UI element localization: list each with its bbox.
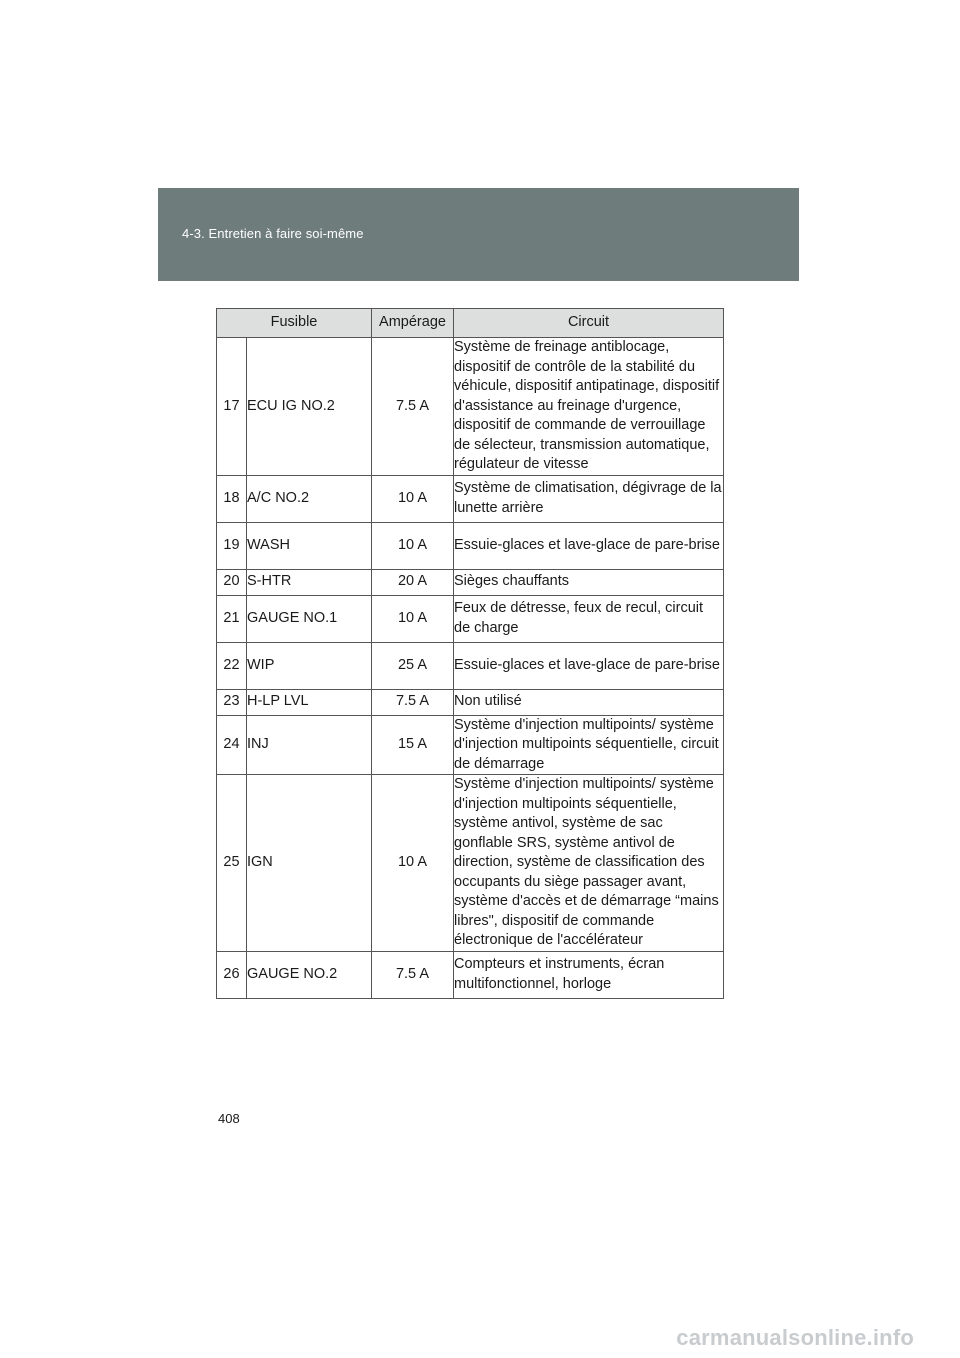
watermark: carmanualsonline.info xyxy=(676,1325,914,1350)
fuse-name: INJ xyxy=(247,715,372,775)
fuse-name: ECU IG NO.2 xyxy=(247,338,372,476)
fuse-circuit: Essuie-glaces et lave-glace de pare-brise xyxy=(454,642,724,689)
table-row xyxy=(217,475,724,522)
fuse-amperage: 7.5 A xyxy=(372,951,454,998)
table-header-row xyxy=(217,309,724,338)
fuse-number: 22 xyxy=(217,642,247,689)
column-header-circuit: Circuit xyxy=(454,309,724,338)
fuse-circuit: Système de freinage antiblocage, dispositif de contrôle de la stabilité du véhicule, dispositif antipatinage, dispositif d'assistance au freinage d'urgence, dispositif de commande de verrouillage de sélecteur, transmission automatique, régulateur de vitesse xyxy=(454,338,724,476)
fuse-table xyxy=(216,308,724,999)
section-title: 4-3. Entretien à faire soi-même xyxy=(182,226,364,241)
table-row xyxy=(217,689,724,715)
column-header-fuse: Fusible xyxy=(217,309,372,338)
fuse-number: 21 xyxy=(217,595,247,642)
fuse-circuit: Essuie-glaces et lave-glace de pare-brise xyxy=(454,522,724,569)
fuse-circuit: Compteurs et instruments, écran multifonctionnel, horloge xyxy=(454,951,724,998)
table-row xyxy=(217,595,724,642)
table-row xyxy=(217,569,724,595)
fuse-number: 19 xyxy=(217,522,247,569)
column-header-amperage: Ampérage xyxy=(372,309,454,338)
fuse-amperage: 15 A xyxy=(372,715,454,775)
fuse-amperage: 10 A xyxy=(372,522,454,569)
table-row xyxy=(217,338,724,476)
fuse-number: 25 xyxy=(217,775,247,952)
fuse-circuit: Système de climatisation, dégivrage de la lunette arrière xyxy=(454,475,724,522)
fuse-number: 20 xyxy=(217,569,247,595)
table-row xyxy=(217,522,724,569)
fuse-name: GAUGE NO.2 xyxy=(247,951,372,998)
fuse-name: IGN xyxy=(247,775,372,952)
fuse-number: 26 xyxy=(217,951,247,998)
fuse-amperage: 10 A xyxy=(372,775,454,952)
fuse-circuit: Système d'injection multipoints/ système d'injection multipoints séquentielle, système antivol, système de sac gonflable SRS, système antivol de direction, système de classification des occupants du siège passager avant, système d'accès et de démarrage “mains libres", dispositif de commande électronique de l'accélérateur xyxy=(454,775,724,952)
page-number: 408 xyxy=(218,1111,240,1126)
fuse-name: WIP xyxy=(247,642,372,689)
fuse-amperage: 7.5 A xyxy=(372,338,454,476)
fuse-circuit: Feux de détresse, feux de recul, circuit de charge xyxy=(454,595,724,642)
fuse-name: GAUGE NO.1 xyxy=(247,595,372,642)
fuse-circuit: Système d'injection multipoints/ système d'injection multipoints séquentielle, circuit de démarrage xyxy=(454,715,724,775)
table-row xyxy=(217,951,724,998)
fuse-number: 18 xyxy=(217,475,247,522)
fuse-name: H-LP LVL xyxy=(247,689,372,715)
table-row xyxy=(217,715,724,775)
fuse-number: 24 xyxy=(217,715,247,775)
fuse-amperage: 25 A xyxy=(372,642,454,689)
fuse-amperage: 7.5 A xyxy=(372,689,454,715)
fuse-circuit: Non utilisé xyxy=(454,689,724,715)
fuse-name: S-HTR xyxy=(247,569,372,595)
fuse-name: A/C NO.2 xyxy=(247,475,372,522)
fuse-number: 23 xyxy=(217,689,247,715)
fuse-name: WASH xyxy=(247,522,372,569)
fuse-amperage: 10 A xyxy=(372,475,454,522)
fuse-number: 17 xyxy=(217,338,247,476)
fuse-circuit: Sièges chauffants xyxy=(454,569,724,595)
section-header-band xyxy=(158,188,799,281)
fuse-amperage: 20 A xyxy=(372,569,454,595)
fuse-amperage: 10 A xyxy=(372,595,454,642)
table-row xyxy=(217,775,724,952)
table-row xyxy=(217,642,724,689)
